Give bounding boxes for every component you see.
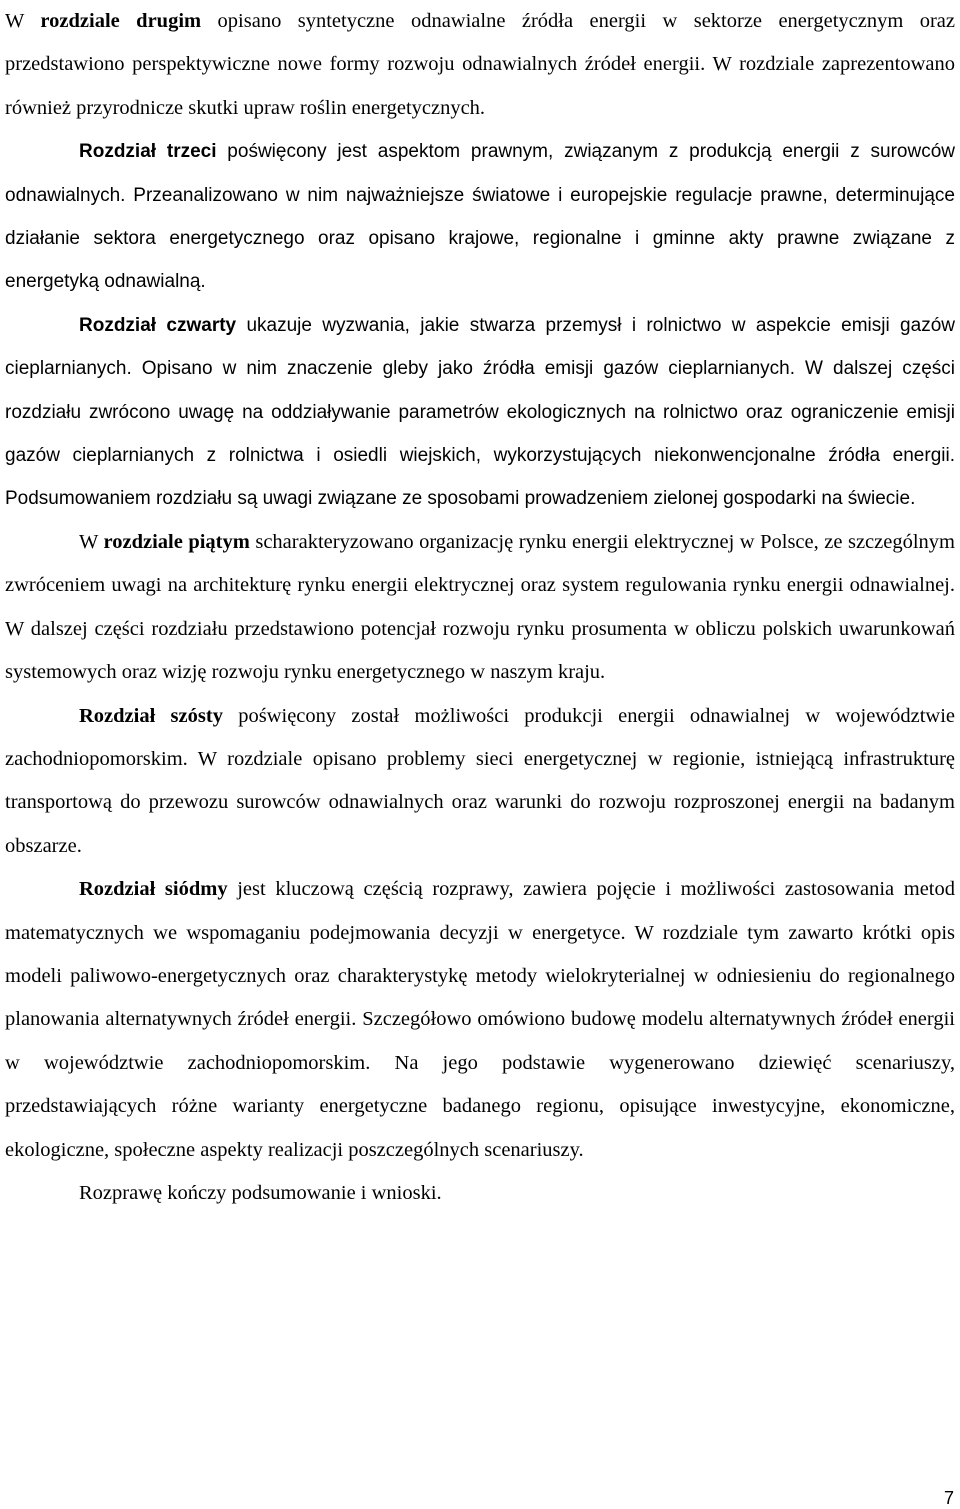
- chapter-heading-7: Rozdział siódmy: [79, 878, 228, 901]
- chapter-heading-3: Rozdział trzeci: [79, 141, 217, 163]
- paragraph-lead: W: [5, 10, 41, 32]
- chapter-heading-4: Rozdział czwarty: [79, 314, 237, 336]
- paragraph-text: poświęcony został możliwości produkcji energii odnawialnej w województwie zachodniopomorskim. W rozdziale opisano problemy sieci energetycznej w regionie, istniejącą infrastrukturę transportową do przewozu surowców odnawialnych oraz warunki do rozwoju rozproszonej energii na badanym obszarze.: [5, 704, 955, 857]
- page-number: 7: [943, 1488, 954, 1508]
- paragraph-lead: W: [79, 530, 104, 553]
- paragraph-text: scharakteryzowano organizację rynku energii elektrycznej w Polsce, ze szczególnym zwróceniem uwagi na architekturę rynku energii elektrycznej oraz system regulowania rynku energii odnawialnej. W dalszej części rozdziału przedstawiono potencjał rozwoju rynku prosumenta w obliczu polskich uwarunkowań systemowych oraz wizję rozwoju rynku energetycznego w naszym kraju.: [5, 530, 955, 684]
- paragraph-conclusion: [5, 1172, 955, 1215]
- paragraph-chapter-2: [5, 0, 955, 130]
- paragraph-text: opisano syntetyczne odnawialne źródła energii w sektorze energetycznym oraz przedstawiono perspektywiczne nowe formy rozwoju odnawialnych źródeł energii. W rozdziale zaprezentowano również przyrodnicze skutki upraw roślin energetycznych.: [5, 10, 956, 119]
- chapter-heading-6: Rozdział szósty: [79, 704, 223, 727]
- paragraph-chapter-4: [5, 304, 955, 521]
- chapter-heading-2: rozdziale drugim: [40, 10, 202, 32]
- paragraph-chapter-7: [5, 868, 955, 1172]
- paragraph-chapter-3: [5, 130, 955, 304]
- paragraph-text: Rozprawę kończy podsumowanie i wnioski.: [79, 1181, 442, 1204]
- paragraph-text: poświęcony jest aspektom prawnym, związanym z produkcją energii z surowców odnawialnych. Przeanalizowano w nim najważniejsze światowe i europejskie regulacje prawne, determinujące działanie sektora energetycznego oraz opisano krajowe, regionalne i gminne akty prawne związane z energetyką odnawialną.: [5, 141, 955, 293]
- paragraph-text: jest kluczową częścią rozprawy, zawiera pojęcie i możliwości zastosowania metod matematycznych we wspomaganiu podejmowania decyzji w energetyce. W rozdziale tym zawarto krótki opis modeli paliwowo-energetycznych oraz charakterystykę metody wielokryterialnej w odniesieniu do regionalnego planowania alternatywnych źródeł energii. Szczegółowo omówiono budowę modelu alternatywnych źródeł energii w województwie zachodniopomorskim. Na jego podstawie wygenerowano dziewięć scenariuszy, przedstawiających różne warianty energetyczne badanego regionu, opisujące inwestycyjne, ekonomiczne, ekologiczne, społeczne aspekty realizacji poszczególnych scenariuszy.: [5, 878, 955, 1161]
- document-page: [5, 0, 955, 1215]
- paragraph-text: ukazuje wyzwania, jakie stwarza przemysł i rolnictwo w aspekcie emisji gazów cieplarnianych. Opisano w nim znaczenie gleby jako źródła emisji gazów cieplarnianych. W dalszej części rozdziału zwrócono uwagę na oddziaływanie parametrów ekologicznych na rolnictwo oraz ograniczenie emisji gazów cieplarnianych z rolnictwa i osiedli wiejskich, wykorzystujących niekonwencjonalne źródła energii. Podsumowaniem rozdziału są uwagi związane ze sposobami prowadzeniem zielonej gospodarki na świecie.: [5, 314, 955, 510]
- paragraph-chapter-6: [5, 695, 955, 869]
- paragraph-chapter-5: [5, 521, 955, 695]
- chapter-heading-5: rozdziale piątym: [103, 530, 250, 553]
